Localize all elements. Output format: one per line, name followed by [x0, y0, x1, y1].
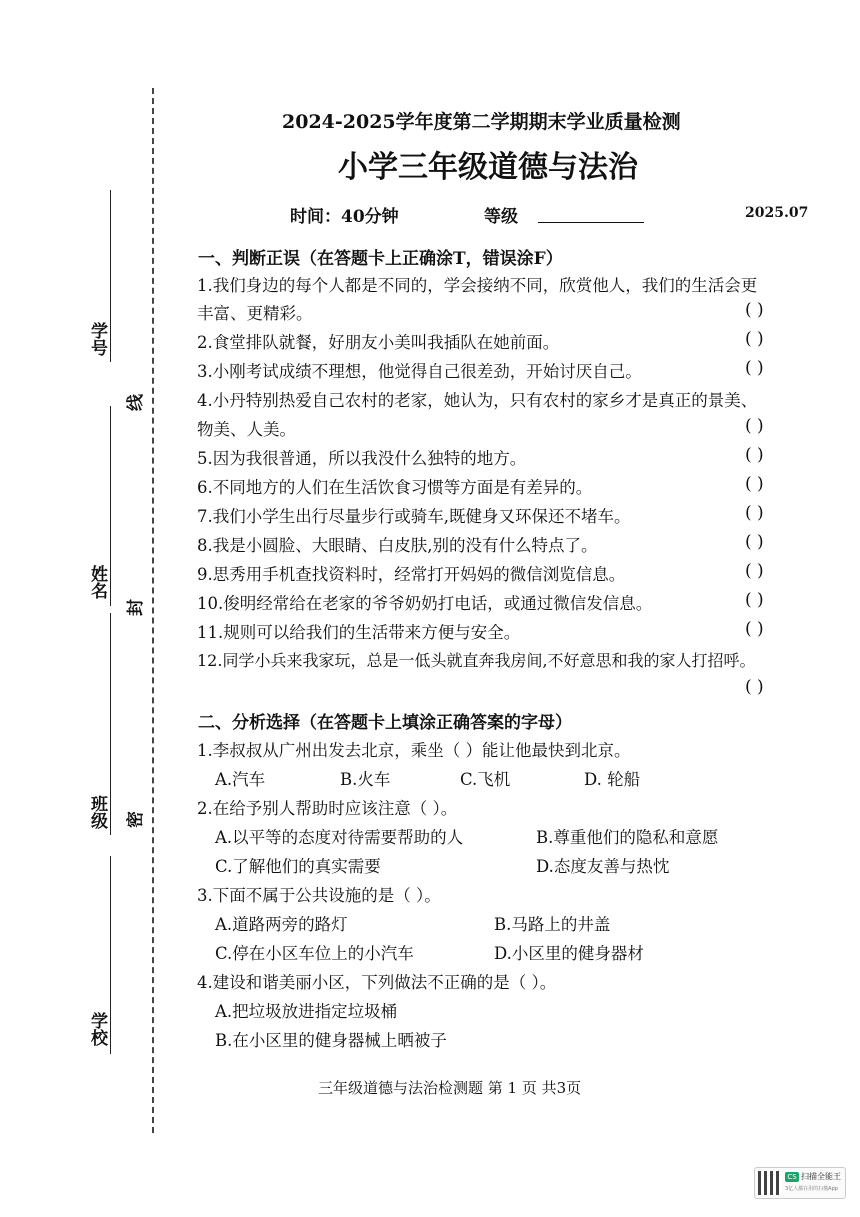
answer-paren-5[interactable]: ( ) — [745, 445, 764, 465]
q7: 7.我们小学生出行尽量步行或骑车,既健身又环保还不堵车。 — [197, 507, 631, 526]
s2-q2-option-b[interactable]: B.尊重他们的隐私和意愿 — [536, 828, 719, 847]
s2-q1-stem: 1.李叔叔从广州出发去北京，乘坐（ ）能让他最快到北京。 — [197, 741, 631, 760]
name-label: 姓名 — [87, 565, 107, 599]
s2-q2-option-c[interactable]: C.了解他们的真实需要 — [215, 857, 381, 876]
s2-q1-option-b[interactable]: B.火车 — [340, 770, 391, 789]
section2-title: 二、分析选择（在答题卡上填涂正确答案的字母） — [198, 713, 572, 733]
q12: 12.同学小兵来我家玩，总是一低头就直奔我房间,不好意思和我的家人打招呼。 — [197, 651, 756, 670]
s2-q1-option-d[interactable]: D. 轮船 — [584, 770, 641, 789]
time-label: 时间：40分钟 — [290, 207, 399, 227]
q1-line2: 丰富、更精彩。 — [197, 304, 313, 323]
q1-line1: 1.我们身边的每个人都是不同的，学会接纳不同，欣赏他人，我们的生活会更 — [197, 276, 758, 295]
answer-paren-1[interactable]: ( ) — [745, 300, 764, 320]
subject-title: 小学三年级道德与法治 — [338, 150, 638, 185]
answer-paren-12[interactable]: ( ) — [745, 677, 764, 697]
s2-q4-stem: 4.建设和谐美丽小区，下列做法不正确的是（ ）。 — [197, 973, 557, 992]
school-label: 学校 — [87, 1012, 107, 1046]
q2: 2.食堂排队就餐，好朋友小美叫我插队在她前面。 — [197, 333, 560, 352]
q11: 11.规则可以给我们的生活带来方便与安全。 — [197, 623, 521, 642]
scanner-logo-icon: CS — [785, 1172, 799, 1182]
q9: 9.思秀用手机查找资料时，经常打开妈妈的微信浏览信息。 — [197, 565, 626, 584]
q6: 6.不同地方的人们在生活饮食习惯等方面是有差异的。 — [197, 478, 593, 497]
scanner-watermark — [754, 1167, 846, 1199]
answer-paren-9[interactable]: ( ) — [745, 561, 764, 581]
q4-line1: 4.小丹特别热爱自己农村的老家，她认为，只有农村的家乡才是真正的景美、 — [197, 391, 758, 410]
q3: 3.小刚考试成绩不理想，他觉得自己很差劲，开始讨厌自己。 — [197, 362, 642, 381]
qr-code-icon — [758, 1171, 782, 1195]
s2-q2-option-d[interactable]: D.态度友善与热忱 — [536, 857, 670, 876]
answer-paren-4[interactable]: ( ) — [745, 416, 764, 436]
school-field[interactable] — [110, 856, 111, 1054]
s2-q4-option-a[interactable]: A.把垃圾放进指定垃圾桶 — [215, 1002, 398, 1021]
q10: 10.俊明经常给在老家的爷爷奶奶打电话，或通过微信发信息。 — [197, 594, 653, 613]
answer-paren-3[interactable]: ( ) — [745, 358, 764, 378]
answer-paren-10[interactable]: ( ) — [745, 590, 764, 610]
seal-word-xian: 线 — [126, 394, 146, 411]
name-field[interactable] — [110, 406, 111, 606]
q4-line2: 物美、人美。 — [197, 420, 296, 439]
exam-title: 2024-2025学年度第二学期期末学业质量检测 — [282, 111, 681, 133]
answer-paren-11[interactable]: ( ) — [745, 619, 764, 639]
answer-paren-2[interactable]: ( ) — [745, 329, 764, 349]
s2-q1-option-c[interactable]: C.飞机 — [460, 770, 511, 789]
scanner-subtitle: 3亿人都在用的扫描App — [785, 1186, 838, 1192]
grade-blank[interactable] — [538, 222, 644, 223]
s2-q3-stem: 3.下面不属于公共设施的是（ ）。 — [197, 886, 441, 905]
binding-dashed-line — [152, 88, 154, 1133]
s2-q4-option-b[interactable]: B.在小区里的健身器械上晒被子 — [215, 1031, 447, 1050]
s2-q3-option-d[interactable]: D.小区里的健身器材 — [494, 944, 644, 963]
s2-q3-option-c[interactable]: C.停在小区车位上的小汽车 — [215, 944, 414, 963]
number-field[interactable] — [110, 190, 111, 362]
s2-q3-option-a[interactable]: A.道路两旁的路灯 — [215, 915, 348, 934]
q8: 8.我是小圆脸、大眼睛、白皮肤,别的没有什么特点了。 — [197, 536, 598, 555]
seal-word-feng: 封 — [126, 599, 146, 616]
seal-word-mi: 密 — [126, 811, 146, 828]
answer-paren-8[interactable]: ( ) — [745, 532, 764, 552]
s2-q3-option-b[interactable]: B.马路上的井盖 — [494, 915, 611, 934]
class-label: 班级 — [87, 795, 107, 829]
page-footer: 三年级道德与法治检测题 第 1 页 共3页 — [318, 1079, 582, 1097]
s2-q1-option-a[interactable]: A.汽车 — [215, 770, 266, 789]
answer-paren-6[interactable]: ( ) — [745, 474, 764, 494]
exam-date: 2025.07 — [745, 205, 809, 221]
answer-paren-7[interactable]: ( ) — [745, 503, 764, 523]
section1-title: 一、判断正误（在答题卡上正确涂T，错误涂F） — [198, 249, 563, 269]
class-field[interactable] — [110, 613, 111, 835]
q5: 5.因为我很普通，所以我没什么独特的地方。 — [197, 449, 527, 468]
s2-q2-option-a[interactable]: A.以平等的态度对待需要帮助的人 — [215, 828, 464, 847]
grade-label: 等级 — [484, 207, 518, 227]
number-label: 学号 — [87, 322, 107, 356]
s2-q2-stem: 2.在给予别人帮助时应该注意（ ）。 — [197, 799, 458, 818]
scanner-name: 扫描全能王 — [801, 1172, 841, 1181]
